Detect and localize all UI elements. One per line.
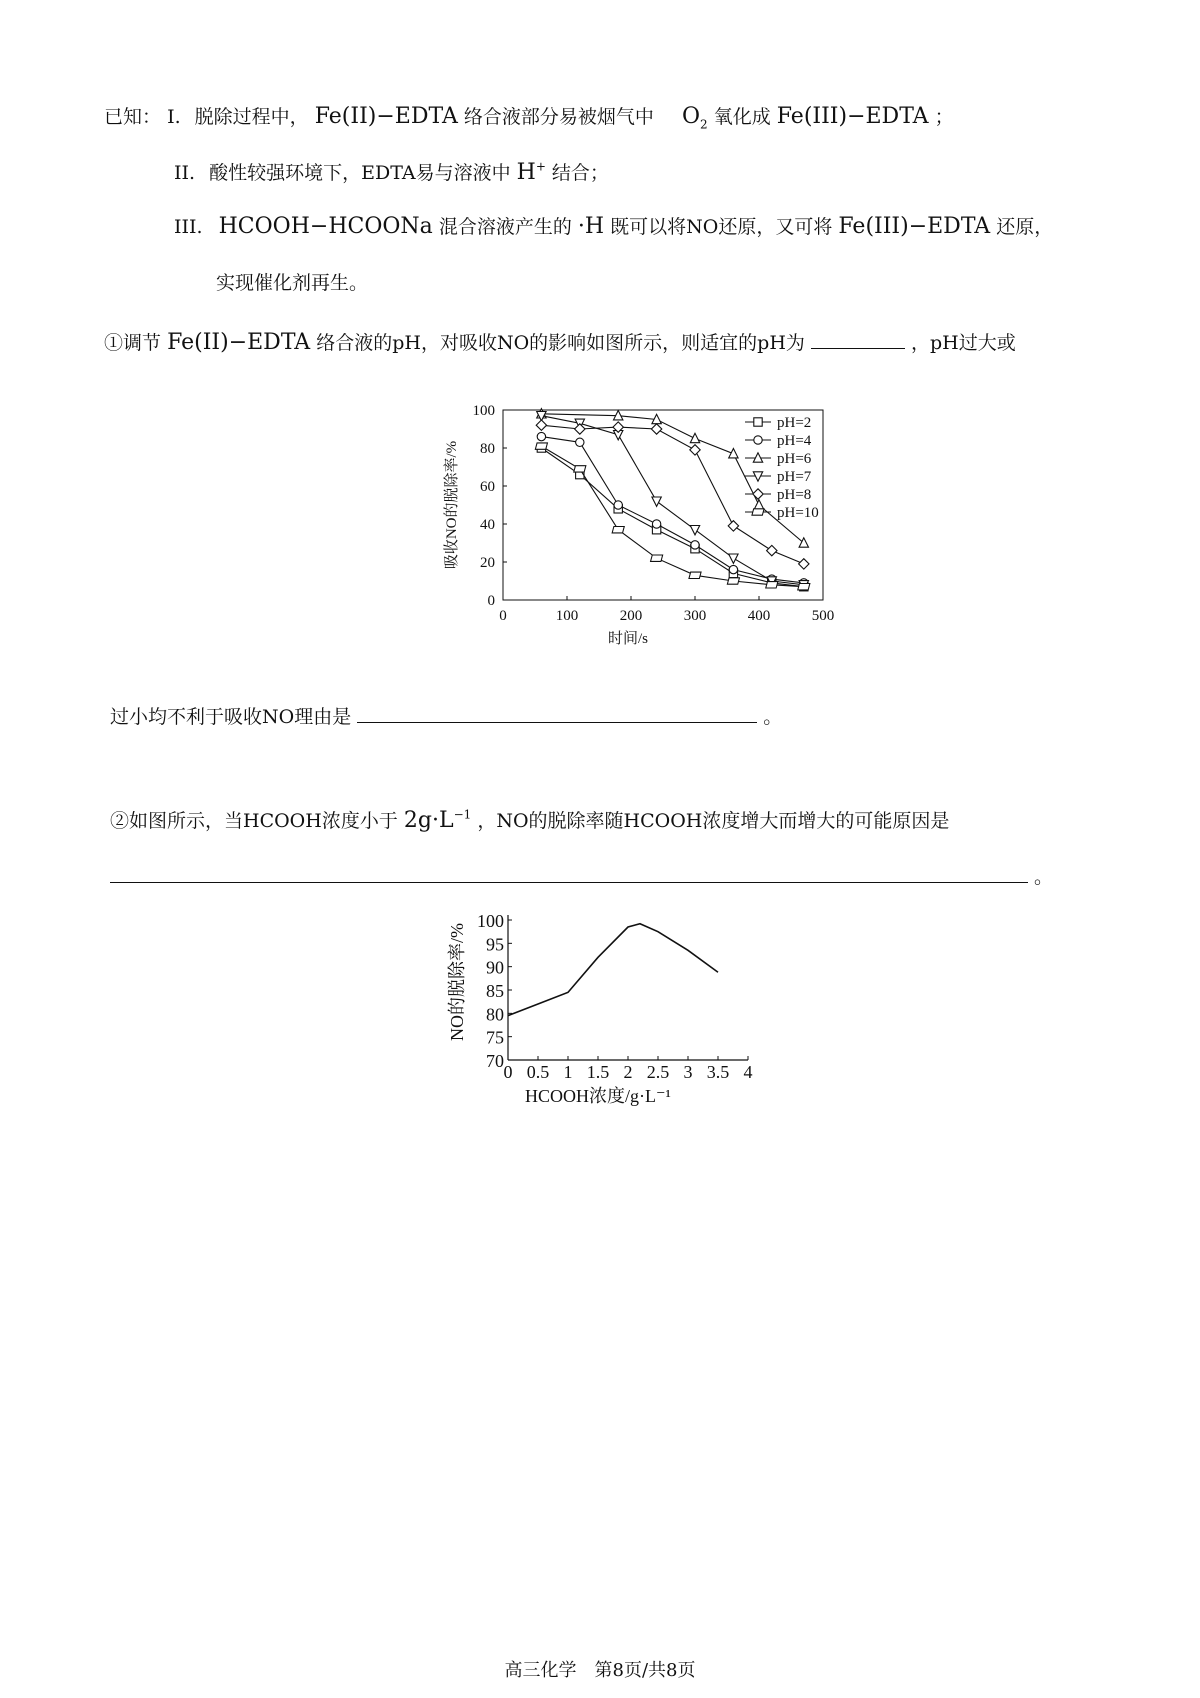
- hcooh-removal-chart: [440, 900, 780, 1110]
- x-tick-label: 0: [503, 1062, 513, 1082]
- formic-mix-formula: HCOOH−HCOONa: [218, 214, 433, 239]
- q1-end: 。: [763, 706, 783, 728]
- x-tick-label: 0: [499, 608, 507, 624]
- legend-marker-pH=10: [752, 509, 764, 515]
- data-point-pH=7: [729, 554, 738, 563]
- known-iii-text-c: 还原，: [996, 216, 1054, 238]
- known-ii-text: 酸性较强环境下，EDTA易与溶液中: [209, 162, 511, 184]
- y-tick-label: 75: [486, 1027, 504, 1048]
- known-i-text-c: 氧化成: [713, 106, 771, 128]
- known-i-num: I.: [167, 106, 181, 128]
- known-line-4: [216, 268, 368, 295]
- ph-removal-chart: [425, 405, 885, 695]
- q1-text-c: ，pH过大或: [911, 332, 1016, 354]
- q2-line-2: [110, 862, 1053, 889]
- x-tick-label: 500: [811, 608, 835, 624]
- data-point-pH=8: [690, 445, 700, 455]
- data-point-pH=4: [652, 520, 660, 528]
- data-point-pH=7: [652, 497, 661, 506]
- known-ii-num: II.: [174, 162, 196, 184]
- data-point-pH=6: [690, 433, 699, 442]
- data-point-pH=4: [576, 438, 584, 446]
- y-tick-label: 0: [487, 593, 495, 609]
- q2-end: 。: [1034, 866, 1054, 888]
- fe3-edta-formula-2: Fe(III)−EDTA: [838, 214, 991, 239]
- q1-line-2: [110, 702, 782, 729]
- fe2-edta-formula-q1: Fe(II)−EDTA: [167, 330, 311, 355]
- legend-label-pH=2: pH=2: [777, 415, 812, 431]
- q2-text-a: ②如图所示，当HCOOH浓度小于: [110, 810, 398, 832]
- legend-label-pH=4: pH=4: [777, 433, 812, 449]
- q1-reason-answer-blank[interactable]: [357, 704, 757, 723]
- data-point-pH=4: [537, 432, 545, 440]
- q1-text-b: 络合液的pH，对吸收NO的影响如图所示，则适宜的pH为: [316, 332, 805, 354]
- data-point-pH=10: [766, 582, 778, 588]
- known-i-end: ；: [934, 106, 954, 128]
- fe3-edta-formula: Fe(III)−EDTA: [776, 104, 929, 129]
- known-i-text-a: 脱除过程中，: [194, 106, 309, 128]
- removal-rate-curve: [508, 924, 718, 1016]
- known-ii-end: 结合；: [551, 162, 609, 184]
- q2-line-1: [110, 806, 949, 833]
- known-line-2: [174, 158, 609, 185]
- data-point-pH=8: [575, 424, 585, 434]
- y-tick-label: 20: [480, 555, 495, 571]
- x-tick-label: 1.5: [586, 1062, 610, 1082]
- y-tick-label: 90: [486, 957, 504, 978]
- x-axis-label: 时间/s: [607, 631, 649, 647]
- data-point-pH=8: [799, 559, 809, 569]
- h-plus-formula: H+: [516, 159, 546, 185]
- q1-ph-answer-blank[interactable]: [811, 330, 905, 349]
- q1-text-a: ①调节: [104, 332, 162, 354]
- x-tick-label: 1: [563, 1062, 573, 1082]
- y-tick-label: 100: [477, 911, 504, 931]
- data-point-pH=4: [691, 541, 699, 549]
- y-tick-label: 95: [486, 934, 504, 955]
- x-axis-label: HCOOH浓度/g·L⁻¹: [525, 1086, 671, 1106]
- o2-formula: $O_2$: [681, 104, 708, 132]
- q1-cont-text: 过小均不利于吸收NO理由是: [110, 706, 352, 728]
- fe2-edta-formula: Fe(II)−EDTA: [314, 104, 458, 129]
- known-prefix: 已知：: [104, 106, 162, 128]
- known-iii-text-b: 既可以将NO还原，又可将: [610, 216, 833, 238]
- legend-marker-pH=2: [754, 418, 762, 426]
- data-point-pH=10: [651, 555, 663, 561]
- legend-marker-pH=4: [754, 436, 762, 444]
- data-point-pH=7: [690, 526, 699, 535]
- known-iii-num: III.: [174, 216, 203, 238]
- data-point-pH=10: [574, 466, 586, 472]
- data-point-pH=6: [754, 500, 763, 509]
- q1-line-1: [104, 328, 1016, 355]
- y-tick-label: 100: [472, 405, 495, 419]
- data-point-pH=8: [728, 521, 738, 531]
- known-line-3: [174, 212, 1053, 239]
- legend-label-pH=7: pH=7: [777, 469, 812, 485]
- data-point-pH=4: [614, 501, 622, 509]
- x-tick-label: 400: [747, 608, 771, 624]
- x-tick-label: 4: [743, 1062, 753, 1082]
- known-iii-cont: 实现催化剂再生。: [216, 272, 369, 294]
- data-point-pH=10: [612, 527, 624, 533]
- data-point-pH=10: [689, 572, 701, 578]
- data-point-pH=6: [729, 449, 738, 458]
- legend-label-pH=8: pH=8: [777, 487, 812, 503]
- x-tick-label: 3.5: [706, 1062, 730, 1082]
- x-tick-label: 200: [619, 608, 643, 624]
- legend-label-pH=6: pH=6: [777, 451, 812, 467]
- y-tick-label: 80: [480, 441, 495, 457]
- known-line-1: [104, 102, 954, 131]
- x-tick-label: 0.5: [526, 1062, 550, 1082]
- known-i-text-b: 络合液部分易被烟气中: [463, 106, 654, 128]
- legend-marker-pH=8: [753, 489, 763, 499]
- data-point-pH=6: [799, 538, 808, 547]
- y-tick-label: 85: [486, 981, 504, 1001]
- known-iii-text-a: 混合溶液产生的: [438, 216, 572, 238]
- y-tick-label: 40: [480, 517, 495, 533]
- page-footer: 高三化学 第8页/共8页: [504, 1660, 696, 1681]
- x-tick-label: 2: [623, 1062, 633, 1082]
- data-point-pH=10: [798, 584, 810, 590]
- data-point-pH=8: [536, 420, 546, 430]
- x-tick-label: 100: [555, 608, 579, 624]
- y-tick-label: 80: [486, 1004, 504, 1025]
- x-tick-label: 3: [683, 1062, 693, 1082]
- legend-label-pH=10: pH=10: [777, 505, 819, 521]
- data-point-pH=10: [535, 443, 547, 449]
- x-tick-label: 2.5: [646, 1062, 670, 1082]
- data-point-pH=4: [729, 565, 737, 573]
- y-axis-label: 吸收NO的脱除率/%: [444, 440, 460, 570]
- data-point-pH=8: [651, 424, 661, 434]
- y-tick-label: 60: [480, 479, 495, 495]
- q2-text-b: ，NO的脱除率随HCOOH浓度增大而增大的可能原因是: [477, 810, 950, 832]
- x-tick-label: 300: [683, 608, 707, 624]
- y-tick-label: 70: [486, 1051, 504, 1071]
- q2-reason-answer-blank[interactable]: [110, 864, 1028, 883]
- y-axis-label: NO的脱除率/%: [447, 923, 467, 1041]
- conc-formula: $2g\cdot L^{-1}$: [403, 807, 472, 833]
- data-point-pH=8: [767, 545, 777, 555]
- h-radical-formula: ·H: [577, 214, 605, 239]
- data-point-pH=10: [727, 578, 739, 584]
